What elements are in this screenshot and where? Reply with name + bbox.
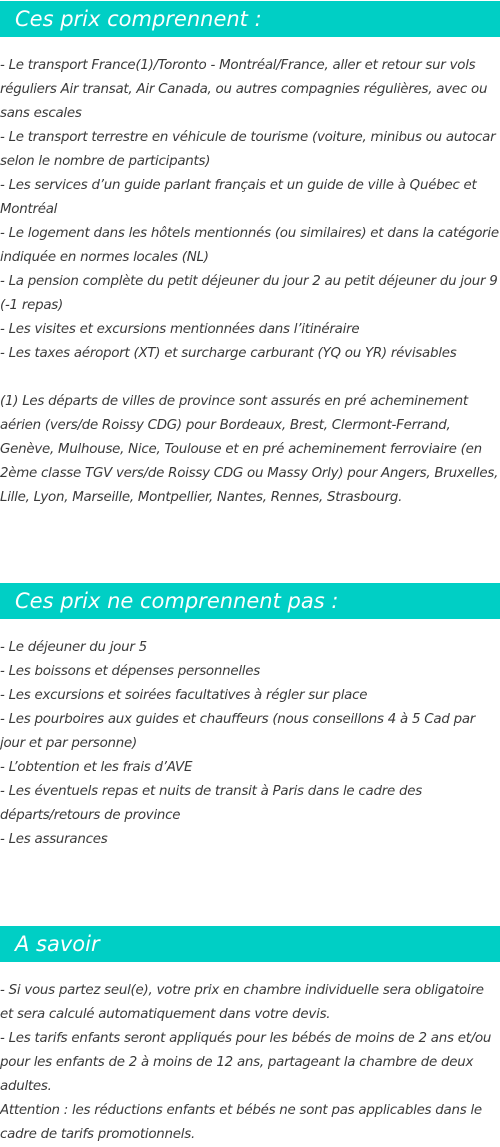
list-item: - La pension complète du petit déjeuner du jour 2 au petit déjeuner du jour 9 (-1 repas) xyxy=(0,274,498,313)
list-item: - Si vous partez seul(e), votre prix en chambre individuelle sera obligatoire et sera calculé automatiquement dans votre devis. xyxy=(0,983,484,1022)
list-item: - Le transport terrestre en véhicule de tourisme (voiture, minibus ou autocar selon le nombre de participants) xyxy=(0,130,496,169)
list-item: - Les assurances xyxy=(0,832,108,847)
spacer xyxy=(0,366,500,390)
list-item: - L’obtention et les frais d’AVE xyxy=(0,760,193,775)
list-item: - Les pourboires aux guides et chauffeurs (nous conseillons 4 à 5 Cad par jour et par personne) xyxy=(0,712,476,751)
list-item: Attention : les réductions enfants et bébés ne sont pas applicables dans le cadre de tarifs promotionnels. xyxy=(0,1103,482,1142)
section-title-included: Ces prix comprennent : xyxy=(0,1,500,37)
good-to-know-list xyxy=(0,979,500,1147)
list-item: - Les tarifs enfants seront appliqués pour les bébés de moins de 2 ans et/ou pour les enfants de 2 à moins de 12 ans, partageant la chambre de deux adultes. xyxy=(0,1031,492,1094)
list-item: - Les excursions et soirées facultatives à régler sur place xyxy=(0,688,368,703)
section-title-good-to-know: A savoir xyxy=(0,926,500,962)
list-item: - Les taxes aéroport (XT) et surcharge carburant (YQ ou YR) révisables xyxy=(0,346,457,361)
not-included-list xyxy=(0,636,500,852)
list-item: - Les boissons et dépenses personnelles xyxy=(0,664,260,679)
list-item: - Le transport France(1)/Toronto - Montréal/France, aller et retour sur vols réguliers Air transat, Air Canada, ou autres compagnies régulières, avec ou sans escales xyxy=(0,58,488,121)
list-item: - Le logement dans les hôtels mentionnés (ou similaires) et dans la catégorie indiquée en normes locales (NL) xyxy=(0,226,499,265)
section-title-not-included: Ces prix ne comprennent pas : xyxy=(0,583,500,619)
list-item: - Le déjeuner du jour 5 xyxy=(0,640,147,655)
list-item: - Les visites et excursions mentionnées dans l’itinéraire xyxy=(0,322,360,337)
included-list xyxy=(0,54,500,510)
list-item: - Les services d’un guide parlant français et un guide de ville à Québec et Montréal xyxy=(0,178,477,217)
footnote: (1) Les départs de villes de province sont assurés en pré acheminement aérien (vers/de Roissy CDG) pour Bordeaux, Brest, Clermont-Ferrand, Genève, Mulhouse, Nice, Toulouse et en pré acheminement ferroviaire (en 2ème classe TGV vers/de Roissy CDG ou Massy Orly) pour Angers, Bruxelles, Lille, Lyon, Marseille, Montpellier, Nantes, Rennes, Strasbourg. xyxy=(0,394,499,505)
list-item: - Les éventuels repas et nuits de transit à Paris dans le cadre des départs/retours de province xyxy=(0,784,422,823)
